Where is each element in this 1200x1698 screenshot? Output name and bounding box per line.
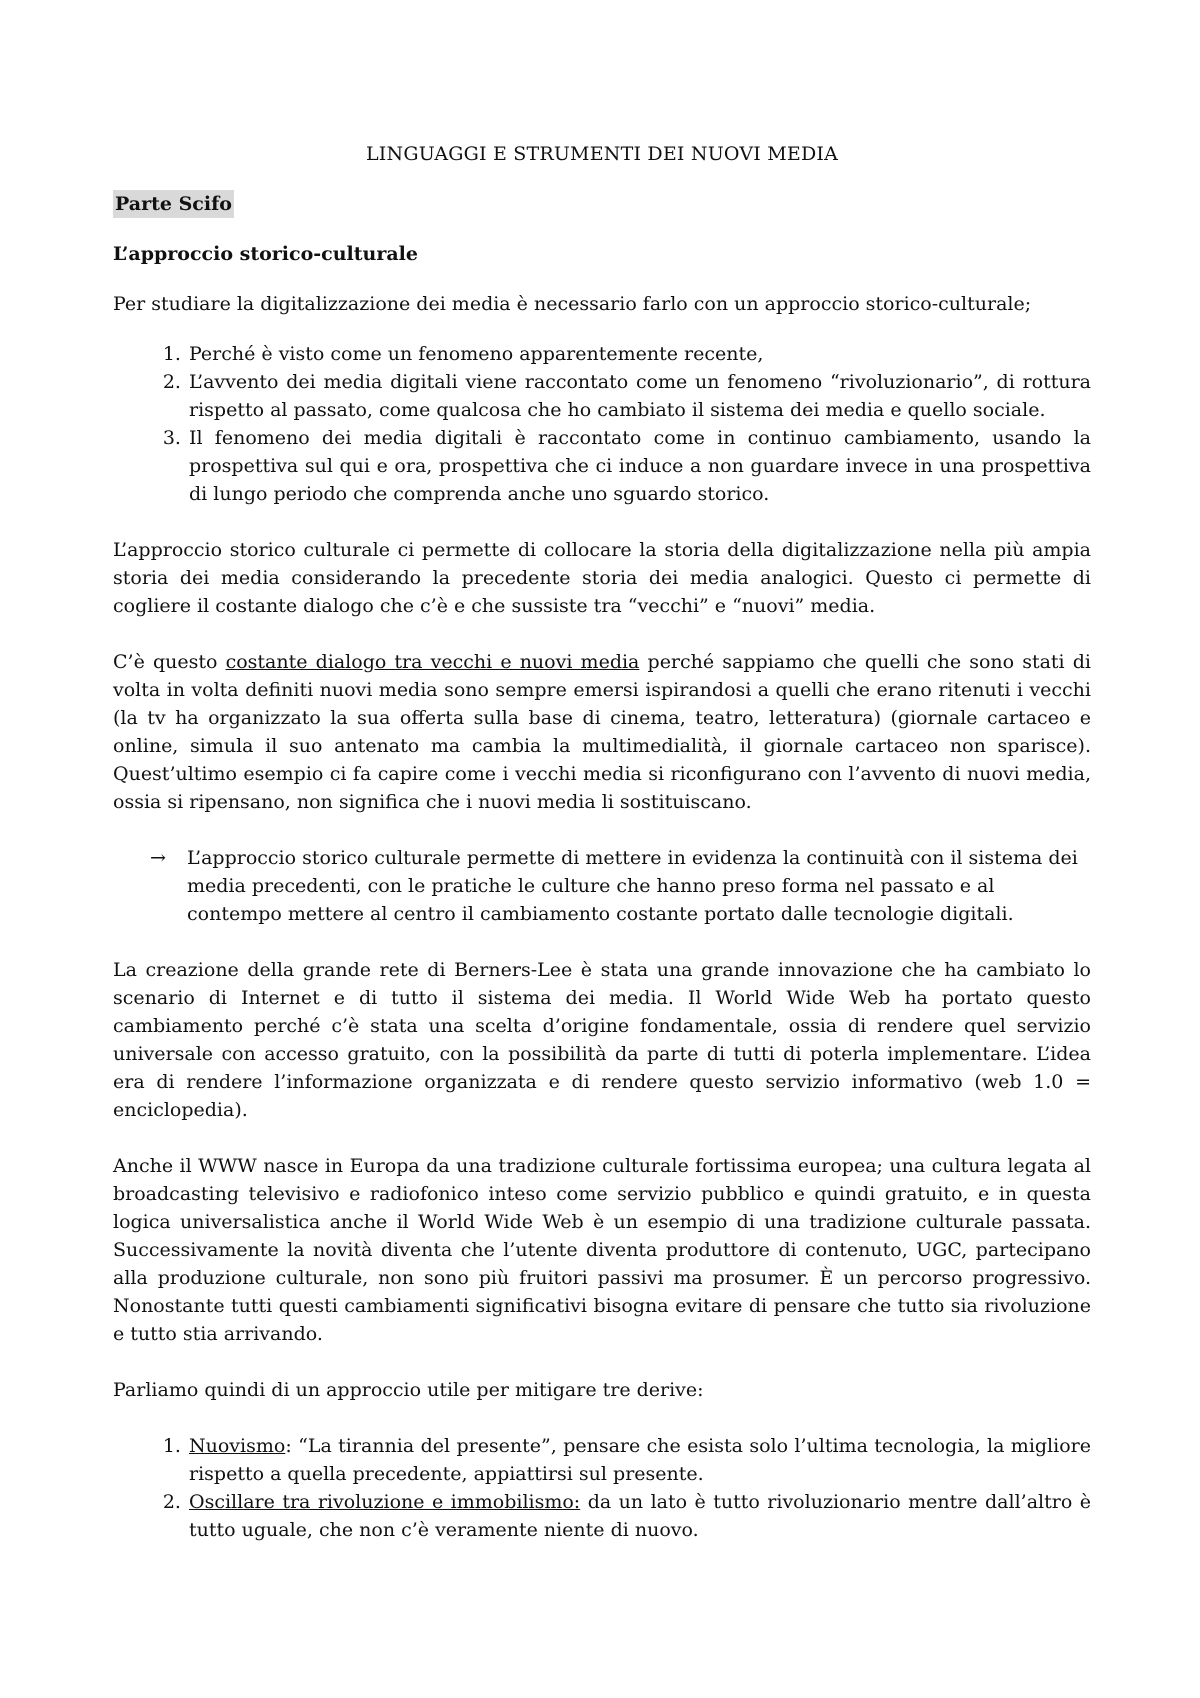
arrow-right-icon: → bbox=[150, 847, 166, 869]
document-content bbox=[113, 140, 1091, 1572]
arrow-list bbox=[113, 844, 1091, 928]
paragraph: La creazione della grande rete di Berners-Lee è stata una grande innovazione che ha cambiato lo scenario di Internet e di tutto il sistema dei media. Il World Wide Web ha portato questo cambiamento perché c’è stata una scelta d’origine fondamentale, ossia di rendere quel servizio universale con accesso gratuito, con la possibilità da parte di tutti di poterla implementare. L’idea era di rendere l’informazione organizzata e di rendere questo servizio informativo (web 1.0 = enciclopedia). bbox=[113, 959, 1091, 1121]
paragraph: Anche il WWW nasce in Europa da una tradizione culturale fortissima europea; una cultura legata al broadcasting televisivo e radiofonico inteso come servizio pubblico e quindi gratuito, e in questa logica universalistica anche il World Wide Web è un esempio di una tradizione culturale passata. Successivamente la novità diventa che l’utente diventa produttore di contenuto, UGC, partecipano alla produzione culturale, non sono più fruitori passivi ma prosumer. È un percorso progressivo. Nonostante tutti questi cambiamenti significativi bisogna evitare di pensare che tutto sia rivoluzione e tutto stia arrivando. bbox=[113, 1155, 1091, 1345]
list-item bbox=[187, 1432, 1091, 1488]
document-title: LINGUAGGI E STRUMENTI DEI NUOVI MEDIA bbox=[365, 143, 839, 165]
section-label-row bbox=[113, 190, 1091, 240]
term: Nuovismo bbox=[189, 1435, 286, 1457]
arrow-list-text: L’approccio storico culturale permette di mettere in evidenza la continuità con il sistema dei media precedenti, con le pratiche le culture che hanno preso forma nel passato e al contempo mettere al centro il cambiamento costante portato dalle tecnologie digitali. bbox=[187, 847, 1078, 925]
list-item: 2. L’avvento dei media digitali viene raccontato come un fenomeno “rivoluzionario”, di rottura rispetto al passato, come qualcosa che ho cambiato il sistema dei media e quello sociale. bbox=[187, 368, 1091, 424]
list-item: 3. Il fenomeno dei media digitali è raccontato come in continuo cambiamento, usando la prospettiva sul qui e ora, prospettiva che ci induce a non guardare invece in una prospettiva di lungo periodo che comprenda anche uno sguardo storico. bbox=[187, 424, 1091, 508]
reasons-list bbox=[113, 340, 1091, 508]
paragraph bbox=[113, 648, 1091, 816]
list-item-text: “La tirannia del presente”, pensare che esista solo l’ultima tecnologia, la migliore rispetto a quella precedente, appiattirsi sul presente. bbox=[189, 1435, 1091, 1485]
paragraph-text: C’è questo bbox=[113, 651, 226, 673]
section-label: Parte Scifo bbox=[113, 190, 234, 218]
paragraph-text: perché sappiamo che quelli che sono stati di volta in volta definiti nuovi media sono sempre emersi ispirandosi a quelli che erano ritenuti i vecchi (la tv ha organizzato la sua offerta sulla base di cinema, teatro, letteratura) (giornale cartaceo e online, simula il suo antenato ma cambia la multimedialità, il giornale cartaceo non sparisce). Quest’ultimo esempio ci fa capire come i vecchi media si riconfigurano con l’avvento di nuovi media, ossia si ripensano, non significa che i nuovi media li sostituiscano. bbox=[113, 651, 1091, 813]
list-item: 1. Perché è visto come un fenomeno apparentemente recente, bbox=[187, 340, 1091, 368]
term-separator bbox=[580, 1491, 587, 1513]
term: Oscillare tra rivoluzione e immobilismo: bbox=[189, 1491, 581, 1513]
paragraph: L’approccio storico culturale ci permette di collocare la storia della digitalizzazione nella più ampia storia dei media considerando la precedente storia dei media analogici. Questo ci permette di cogliere il costante dialogo che c’è e che sussiste tra “vecchi” e “nuovi” media. bbox=[113, 539, 1091, 617]
term-separator: : bbox=[285, 1435, 299, 1457]
derive-list bbox=[113, 1432, 1091, 1544]
underlined-phrase: costante dialogo tra vecchi e nuovi media bbox=[225, 651, 640, 673]
list-item-text: da un lato è tutto rivoluzionario mentre dall’altro è tutto uguale, che non c’è veramente niente di nuovo. bbox=[189, 1491, 1091, 1541]
list-item bbox=[187, 1488, 1091, 1544]
section-heading: L’approccio storico-culturale bbox=[113, 243, 418, 265]
arrow-list-item bbox=[150, 844, 1091, 928]
paragraph: Parliamo quindi di un approccio utile per mitigare tre derive: bbox=[113, 1379, 704, 1401]
intro-paragraph: Per studiare la digitalizzazione dei media è necessario farlo con un approccio storico-culturale; bbox=[113, 293, 1032, 315]
